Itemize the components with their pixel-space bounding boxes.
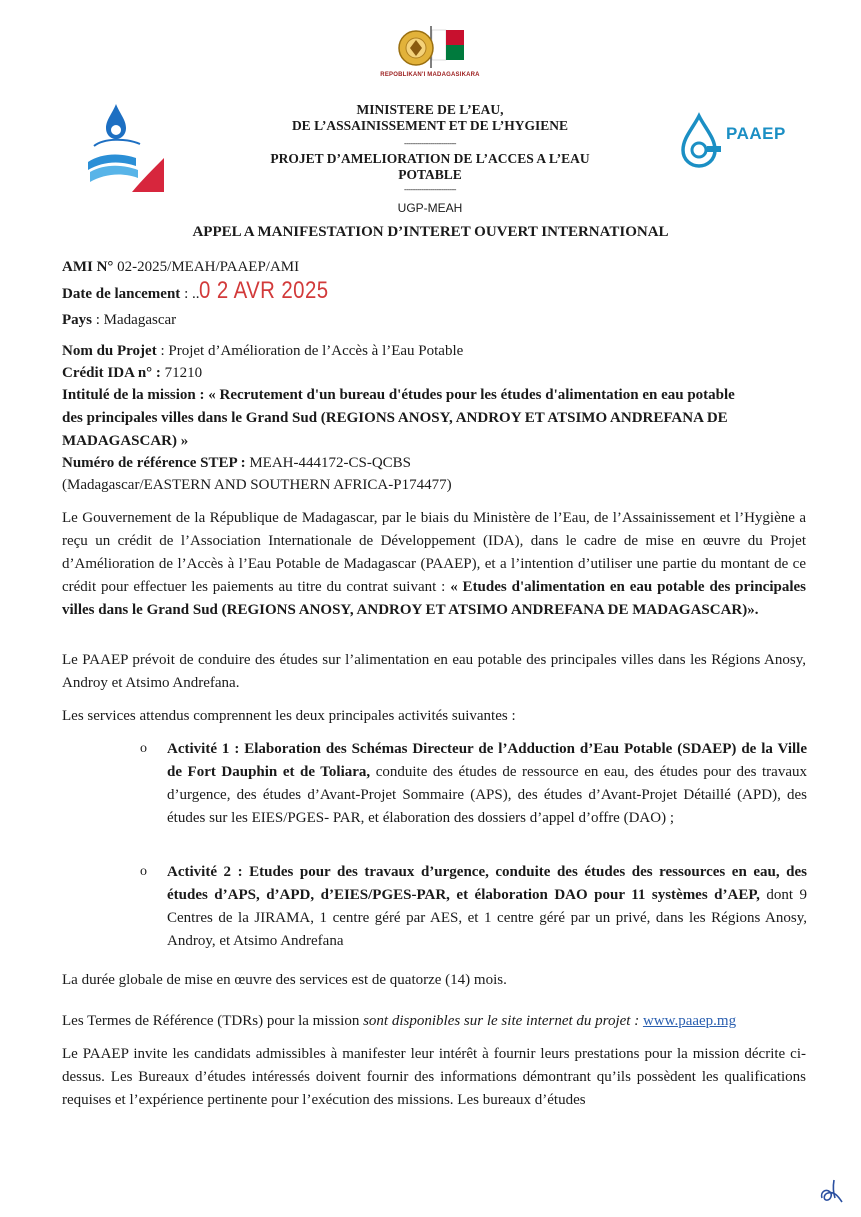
paragraph-invitation: Le PAAEP invite les candidats admissibles à manifester leur intérêt à fournir leurs prestations pour la mission décrite ci-dessus. Les Bureaux d’études intéressés doivent fournir des informations démontrant qu’ils possèdent les qualifications requises et l’expérience pertinente pour l’exécution des missions. Les bureaux d’études	[62, 1046, 806, 1108]
seal-caption: REPOBLIKAN'I MADAGASIKARA	[380, 72, 480, 78]
ministry-line2: DE L’ASSAINISSEMENT ET DE L’HYGIENE	[291, 118, 569, 133]
activity-1: Activité 1 : Elaboration des Schémas Directeur de l’Adduction d’Eau Potable (SDAEP) de la Ville de Fort Dauphin et de Toliara, conduite des études de ressource en eau, des études pour des travaux d’urgence, des études d’Avant-Projet Sommaire (APS), des études d’Avant-Projet Détaillé (APD), des études sur les EIES/PGES- PAR, et élaboration des dossiers d’appel d’offre (DAO) ;	[167, 741, 807, 826]
mission-title-line3: MADAGASCAR) »	[62, 433, 189, 449]
paaep-logo-text: PAAEP	[726, 124, 786, 143]
mission-title-line2: des principales villes dans le Grand Sud (REGIONS ANOSY, ANDROY ET ATSIMO ANDREFANA DE	[62, 410, 728, 426]
handwritten-initials-icon	[816, 1176, 848, 1208]
date-stamp: 0 2 AVR 2025	[199, 277, 329, 304]
project-line1: PROJET D’AMELIORATION DE L’ACCES A L’EAU	[270, 151, 590, 166]
ministry-line1: MINISTERE DE L’EAU,	[356, 102, 504, 117]
launch-date: Date de lancement : ..0 2 AVR 2025	[62, 277, 329, 304]
paragraph-tdr: Les Termes de Référence (TDRs) pour la mission sont disponibles sur le site internet du projet : www.paaep.mg	[62, 1013, 737, 1029]
project-line2: POTABLE	[398, 167, 462, 182]
step-reference-line2: (Madagascar/EASTERN AND SOUTHERN AFRICA-P174477)	[62, 477, 452, 493]
project-name: Nom du Projet : Projet d’Amélioration de l’Accès à l’Eau Potable	[62, 343, 464, 359]
header-separator: ------------------------	[404, 185, 456, 194]
header-separator: ------------------------	[404, 139, 456, 148]
mission-title: Intitulé de la mission : « Recrutement d'un bureau d'études pour les études d'alimentation en eau potable	[62, 387, 735, 403]
paragraph-intro: Le Gouvernement de la République de Madagascar, par le biais du Ministère de l’Eau, de l’Assainissement et l’Hygiène a reçu un crédit de l’Association Internationale de Développement (IDA), dans le cadre de mise en œuvre du Projet d’Amélioration de l’Accès à l’Eau Potable de Madagascar (PAAEP), et a l’intention d’utiliser une partie du montant de ce crédit pour effectuer les paiements au titre du contrat suivant : « Etudes d'alimentation en eau potable des principales villes dans le Grand Sud (REGIONS ANOSY, ANDROY ET ATSIMO ANDREFANA DE MADAGASCAR)».	[62, 510, 806, 618]
credit-number: Crédit IDA n° : 71210	[62, 365, 203, 381]
document-title: APPEL A MANIFESTATION D’INTERET OUVERT INTERNATIONAL	[192, 224, 669, 240]
ministry-water-logo-icon	[82, 100, 168, 196]
paragraph-duration: La durée globale de mise en œuvre des services est de quatorze (14) mois.	[62, 972, 507, 988]
activity-2: Activité 2 : Etudes pour des travaux d’urgence, conduite des études des ressources en eau, des études d’APS, d’APD, d’EIES/PGES-PAR, et élaboration DAO pour 11 systèmes d’AEP, dont 9 Centres de la JIRAMA, 1 centre géré par AES, et 1 centre géré par un privé, dans les Régions Anosy, Androy, et Atsimo Andrefana	[167, 864, 807, 949]
unit-label: UGP-MEAH	[397, 201, 463, 215]
country: Pays : Madagascar	[62, 312, 177, 328]
paragraph-services: Les services attendus comprennent les deux principales activités suivantes :	[62, 708, 516, 724]
ami-number: AMI N° 02-2025/MEAH/PAAEP/AMI	[62, 259, 300, 275]
paragraph-objective: Le PAAEP prévoit de conduire des études sur l’alimentation en eau potable des principales villes dans les Régions Anosy, Androy et Atsimo Andrefana.	[62, 652, 806, 691]
bullet-icon: o	[140, 741, 147, 756]
website-link[interactable]: www.paaep.mg	[642, 1013, 737, 1029]
bullet-icon: o	[140, 864, 147, 879]
step-reference: Numéro de référence STEP : MEAH-444172-CS-QCBS	[62, 455, 412, 471]
